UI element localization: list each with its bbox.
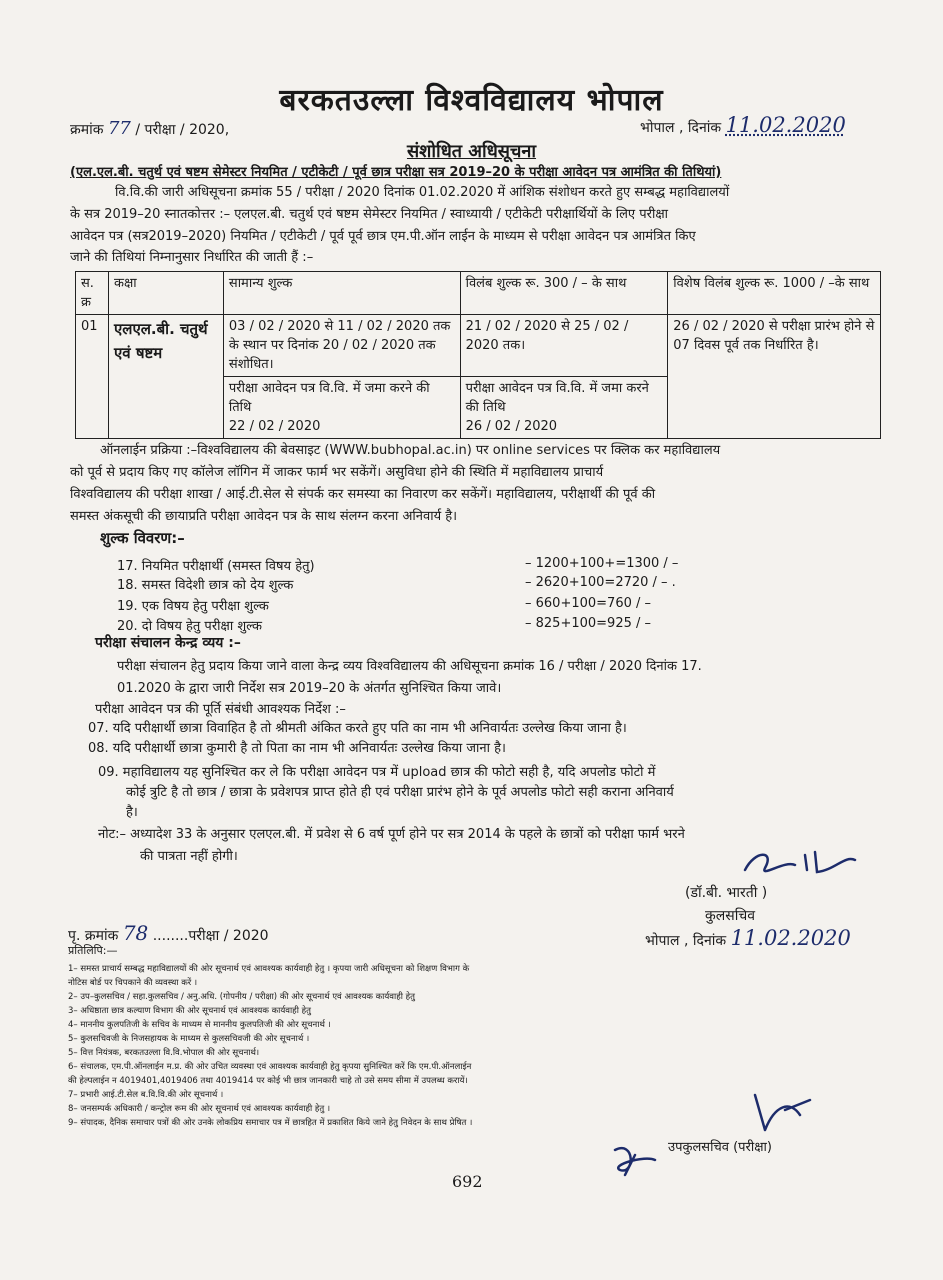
copy-date — [645, 926, 851, 950]
cell-submit-2 — [460, 377, 668, 439]
copy-ref-label: पृ. क्रमांक — [68, 928, 119, 944]
online-line-1: ऑनलाईन प्रक्रिया :–विश्वविद्यालय की बेवसाइट (WWW.bubhopal.ac.in) पर online services पर क्लिक कर महाविद्यालय — [100, 443, 721, 458]
table-header-row — [76, 272, 881, 315]
recipient-item: 4– माननीय कुलपतिजी के सचिव के माध्यम से माननीय कुलपतिजी की ओर सूचनार्थ । — [68, 1020, 331, 1030]
intro-line-4: जाने की तिथियां निम्नानुसार निर्धारित की जाती हैं :– — [70, 250, 314, 265]
intro-line-2: के सत्र 2019–20 स्नातकोत्तर :– एलएल.बी. चतुर्थ एवं षष्टम सेमेस्टर नियमित / स्वाध्यायी / एटीकेटी परीक्षार्थियों के लिए परीक्षा — [70, 207, 669, 222]
recipient-item: 8– जनसम्पर्क अधिकारी / कन्ट्रोल रूम की ओर सूचनार्थ एवं आवश्यक कार्यवाही हेतु । — [68, 1104, 331, 1114]
cell-course: एलएल.बी. चतुर्थ एवं षष्टम — [108, 315, 223, 439]
cell-late-dates: 21 / 02 / 2020 से 25 / 02 / 2020 तक। — [460, 315, 668, 377]
ref-suffix: / परीक्षा / 2020, — [135, 122, 230, 138]
recipient-item: 1– समस्त प्राचार्य सम्बद्ध महाविद्यालयों की ओर सूचनार्थ एवं आवश्यक कार्यवाही हेतु । कृपया जारी अधिसूचना को शिक्षण विभाग के — [68, 964, 470, 974]
instruction-item: 08. यदि परीक्षार्थी छात्रा कुमारी है तो पिता का नाम भी अनिवार्यतः उल्लेख किया जाना है। — [88, 741, 506, 756]
online-line-4: समस्त अंकसूची की छायाप्रति परीक्षा आवेदन पत्र के साथ संलग्न करना अनिवार्य है। — [70, 509, 458, 524]
header-special-late-fee: विशेष विलंब शुल्क रू. 1000 / –के साथ — [668, 272, 881, 315]
header-sno: स. क्र — [76, 272, 109, 315]
fee-item-value: – 660+100=760 / – — [525, 596, 652, 611]
centre-line-2: 01.2020 के द्वारा जारी निर्देश सत्र 2019–20 के अंतर्गत सुनिश्चित किया जावे। — [117, 681, 502, 696]
notice-title: संशोधित अधिसूचना — [406, 141, 537, 162]
table-row — [76, 315, 881, 377]
online-line-2: को पूर्व से प्रदाय किए गए कॉलेज लॉगिन में जाकर फार्म भर सकेंगें। असुविधा होने की स्थिति में महाविद्यालय प्राचार्य — [70, 465, 604, 480]
recipient-item: की हेल्पलाईन न 4019401,4019406 तथा 4019414 पर कोई भी छात्र जानकारी चाहे तो उसे समय सीमा में उपलब्ध करायें। — [68, 1076, 468, 1086]
copy-ref-suffix: ........परीक्षा / 2020 — [152, 928, 269, 944]
copy-label: प्रतिलिपि:— — [68, 944, 118, 957]
online-line-3: विश्वविद्यालय की परीक्षा शाखा / आई.टी.सेल से संपर्क कर समस्या का निवारण कर सकेंगें। महाविद्यालय, परीक्षार्थी की पूर्व की — [70, 487, 656, 502]
fee-item-label: 19. एक विषय हेतु परीक्षा शुल्क — [117, 599, 269, 614]
submit-date-1: 22 / 02 / 2020 — [228, 419, 321, 434]
cell-normal-dates: 03 / 02 / 2020 से 11 / 02 / 2020 तक के स्थान पर दिनांक 20 / 02 / 2020 तक संशोधित। — [223, 315, 460, 377]
copy-date-value: 11.02.2020 — [730, 926, 851, 950]
date-value: 11.02.2020 — [725, 113, 846, 137]
cell-special-dates: 26 / 02 / 2020 से परीक्षा प्रारंभ होने से 07 दिवस पूर्व तक निर्धारित है। — [668, 315, 881, 439]
centre-line-1: परीक्षा संचालन हेतु प्रदाय किया जाने वाला केन्द्र व्यय विश्वविद्यालय की अधिसूचना क्रमांक 16 / परीक्षा / 2020 दिनांक 17. — [117, 659, 702, 674]
recipient-item: 3– अधिष्ठाता छात्र कल्याण विभाग की ओर सूचनार्थ एवं आवश्यक कार्यवाही हेतु — [68, 1006, 311, 1016]
submit-label-2: परीक्षा आवेदन पत्र वि.वि. में जमा करने की तिथि — [465, 381, 649, 415]
registrar-signature — [735, 840, 865, 885]
recipient-list — [68, 962, 472, 1130]
instruction-item: 07. यदि परीक्षार्थी छात्रा विवाहित है तो श्रीमती अंकित करते हुए पति का नाम भी अनिवार्यतः उल्लेख किया जाना है। — [88, 721, 627, 736]
recipient-item: 5– कुलसचिवजी के निजसहायक के माध्यम से कुलसचिवजी की ओर सूचनार्थ । — [68, 1034, 310, 1044]
header-normal-fee: सामान्य शुल्क — [223, 272, 460, 315]
recipient-item: 5– वित्त नियंत्रक, बरकतउल्ला वि.वि.भोपाल की ओर सूचनार्थ। — [68, 1048, 260, 1058]
deputy-designation: उपकुलसचिव (परीक्षा) — [668, 1140, 772, 1155]
fee-item-label: 17. नियमित परीक्षार्थी (समस्त विषय हेतु) — [117, 559, 315, 574]
fee-details-heading: शुल्क विवरण:– — [100, 529, 185, 547]
header-late-fee: विलंब शुल्क रू. 300 / – के साथ — [460, 272, 668, 315]
fee-schedule-table — [75, 271, 881, 439]
intro-line-1: वि.वि.की जारी अधिसूचना क्रमांक 55 / परीक्षा / 2020 दिनांक 01.02.2020 में आंशिक संशोधन करते हुए सम्बद्ध महाविद्यालयों — [115, 185, 730, 200]
note-line-1: नोट:– अध्यादेश 33 के अनुसार एलएल.बी. में प्रवेश से 6 वर्ष पूर्ण होने पर सत्र 2014 के पहले के छात्रों को परीक्षा फार्म भरने — [98, 827, 685, 842]
cell-submit-1 — [223, 377, 460, 439]
instructions-heading: परीक्षा आवेदन पत्र की पूर्ति संबंधी आवश्यक निर्देश :– — [95, 702, 346, 717]
fee-item-label: 20. दो विषय हेतु परीक्षा शुल्क — [117, 619, 263, 634]
recipient-item: नोटिस बोर्ड पर चिपकाने की व्यवस्था करें । — [68, 978, 198, 988]
fee-item-label: 18. समस्त विदेशी छात्र को देय शुल्क — [117, 578, 294, 593]
copy-reference — [68, 921, 269, 945]
fee-item-value: – 1200+100+=1300 / – — [525, 556, 679, 571]
registrar-designation: कुलसचिव — [705, 908, 756, 924]
university-title: बरकतउल्ला विश्वविद्यालय भोपाल — [279, 83, 664, 118]
cell-sno: 01 — [76, 315, 109, 439]
recipient-item: 6– संचालक, एम.पी.ऑनलाईन म.प्र. की ओर उचित व्यवस्था एवं आवश्यक कार्यवाही हेतु कृपया सुनिश्चित करें कि एम.पी.ऑनलाईन — [68, 1062, 472, 1072]
submit-date-2: 26 / 02 / 2020 — [465, 419, 558, 434]
page-number: 692 — [452, 1172, 483, 1191]
instruction-item: है। — [126, 805, 138, 820]
ref-number: 77 — [107, 118, 131, 139]
registrar-name: (डॉ.बी. भारती ) — [685, 885, 768, 901]
note-line-2: की पात्रता नहीं होगी। — [140, 849, 238, 864]
recipient-item: 7– प्रभारी आई.टी.सेल ब.वि.वि.की ओर सूचनार्थ । — [68, 1090, 224, 1100]
instruction-item: कोई त्रुटि है तो छात्र / छात्रा के प्रवेशपत्र प्राप्त होते ही एवं परीक्षा प्रारंभ होने के पूर्व अपलोड फोटो सही कराना अनिवार्य — [126, 785, 674, 800]
recipient-item: 9– संपादक, दैनिक समाचार पत्रों की ओर उनके लोकप्रिय समाचार पत्र में छात्रहित में प्रकाशित किये जाने हेतु निवेदन के साथ प्रेषित । — [68, 1118, 473, 1128]
copy-place-label: भोपाल , दिनांक — [645, 933, 727, 949]
instruction-item: 09. महाविद्यालय यह सुनिश्चित कर ले कि परीक्षा आवेदन पत्र में upload छात्र की फोटो सही है, यदि अपलोड फोटो में — [98, 765, 656, 780]
initial-mark — [605, 1140, 665, 1180]
place-label: भोपाल , दिनांक — [640, 120, 722, 136]
fee-item-value: – 825+100=925 / – — [525, 616, 652, 631]
reference-number — [70, 118, 229, 139]
copy-ref-number: 78 — [122, 921, 149, 945]
issue-date — [640, 113, 846, 137]
notice-subject: (एल.एल.बी. चतुर्थ एवं षष्टम सेमेस्टर नियमित / एटीकेटी / पूर्व छात्र परीक्षा सत्र 2019–20 के परीक्षा आवेदन पत्र आमंत्रित की तिथियां) — [70, 165, 722, 180]
ref-label: क्रमांक — [70, 122, 104, 138]
submit-label-1: परीक्षा आवेदन पत्र वि.वि. में जमा करने की तिथि — [228, 381, 430, 415]
fee-item-value: – 2620+100=2720 / – . — [525, 575, 676, 590]
intro-line-3: आवेदन पत्र (सत्र2019–2020) नियमित / एटीकेटी / पूर्व पूर्व छात्र एम.पी.ऑन लाईन के माध्यम से परीक्षा आवेदन पत्र आमंत्रित किए — [70, 229, 696, 244]
deputy-signature — [735, 1085, 825, 1145]
centre-heading: परीक्षा संचालन केन्द्र व्यय :– — [95, 635, 241, 651]
header-class: कक्षा — [108, 272, 223, 315]
recipient-item: 2– उप–कुलसचिव / सहा.कुलसचिव / अनु.अधि. (गोपनीय / परीक्षा) की ओर सूचनार्थ एवं आवश्यक कार्यवाही हेतु — [68, 992, 416, 1002]
